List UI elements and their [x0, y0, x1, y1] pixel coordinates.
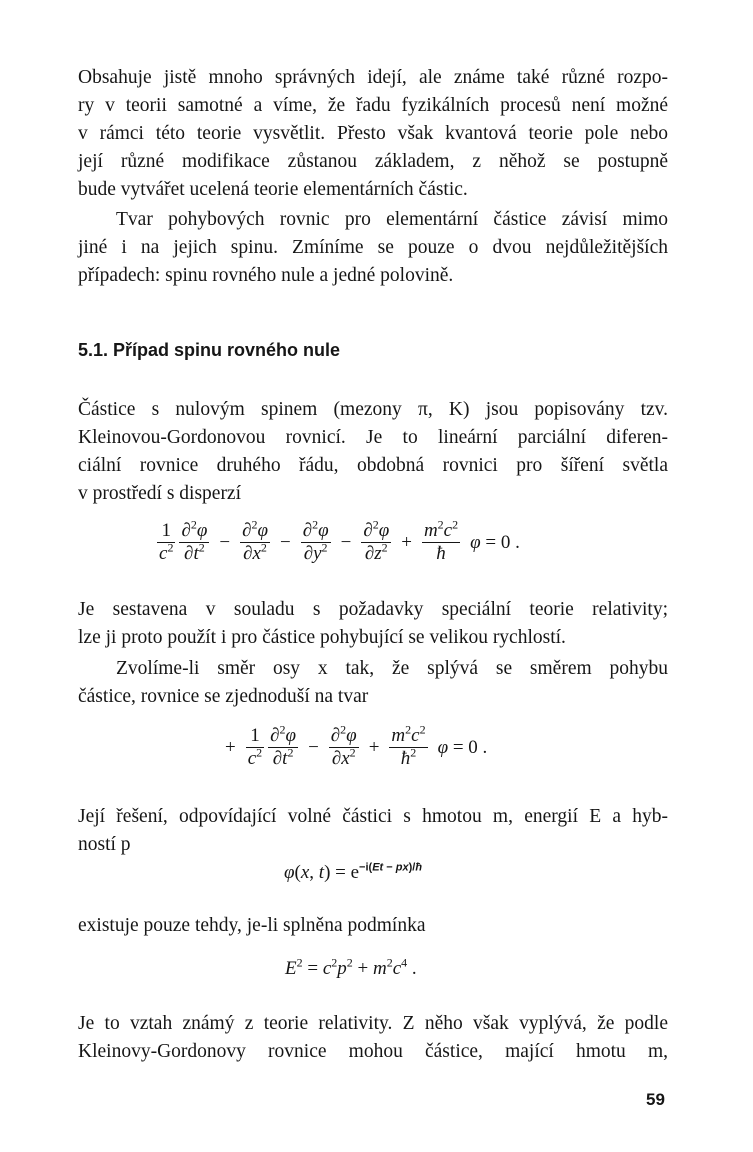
text-line: případech: spinu rovného nule a jedné polovině.	[78, 265, 454, 286]
fraction: $\frac{m^2c^2}{ħ}$	[423, 517, 459, 564]
equation-plane-wave: φ(x, $t) = e^{-i(Et - px)/ħ}$	[284, 861, 423, 883]
equation-klein-gordon-3d: $\frac{1}{c^2}$ $\frac{\partial^2\varphi}{\partial t^2}$ − $\frac{\partial^2\varphi}{\partial x^2}$ − $\frac{\partial^2\varphi}{\partial y^2}$ − $\frac{\partial^2\varphi}{\partial z^2}$ + $\frac{m^2c^2}{ħ}$ φ = 0 .	[159, 517, 520, 564]
text-line: Kleinovou-Gordonovou rovnicí. Je to lineární parciální diferen-	[78, 427, 668, 448]
equation-energy-momentum: $E^2 = c^2p^2 + m^2c^4$ .	[285, 955, 417, 979]
fraction: $\frac{1}{c^2}$	[159, 520, 174, 564]
text-line: Kleinovy-Gordonovy rovnice mohou částice, mající hmotu m,	[78, 1041, 668, 1062]
fraction: $\frac{\partial^2\varphi}{\partial t^2}$	[181, 517, 208, 564]
paragraph-8	[78, 1010, 668, 1066]
fraction: $\frac{1}{c^2}$	[247, 725, 263, 769]
paragraph-2	[78, 206, 668, 290]
fraction: $\frac{\partial^2\varphi}{\partial x^2}$	[330, 722, 357, 769]
paragraph-4	[78, 596, 668, 652]
text-line: v prostředí s disperzí	[78, 483, 242, 504]
page-number: 59	[646, 1090, 665, 1109]
text-line: Částice s nulovým spinem (mezony π, K) jsou popisovány tzv.	[78, 399, 668, 420]
text-line: v rámci této teorie vysvětlit. Přesto však kvantová teorie pole nebo	[78, 123, 668, 144]
text-line: částice, rovnice se zjednoduší na tvar	[78, 686, 369, 707]
text-line: lze ji proto použít i pro částice pohybující se velikou rychlostí.	[78, 627, 566, 648]
equation-klein-gordon-1d: + $\frac{1}{c^2}$ $\frac{\partial^2\varphi}{\partial t^2}$ − $\frac{\partial^2\varphi}{\partial x^2}$ + $\frac{m^2c^2}{ħ^2}$ φ = 0 .	[225, 722, 488, 769]
text-line: Tvar pohybových rovnic pro elementární částice závisí mimo	[116, 209, 668, 230]
paragraph-6	[78, 803, 668, 859]
text-line: ností p	[78, 834, 131, 855]
section-heading: 5.1. Případ spinu rovného nule	[78, 340, 341, 360]
text-line: její různé modifikace zůstanou základem, z něhož se postupně	[78, 151, 668, 172]
text-line: jiné i na jejich spinu. Zmíníme se pouze o dvou nejdůležitějších	[78, 237, 668, 258]
fraction: $\frac{\partial^2\varphi}{\partial y^2}$	[302, 517, 329, 564]
text-line: Je to vztah známý z teorie relativity. Z něho však vyplývá, že podle	[78, 1013, 668, 1034]
paragraph-3	[78, 396, 668, 508]
text-line: ry v teorii samotné a víme, že řadu fyzikálních procesů není možné	[78, 95, 668, 116]
fraction: $\frac{\partial^2\varphi}{\partial t^2}$	[270, 722, 297, 769]
text-line: Obsahuje jistě mnoho správných idejí, ale známe také různé rozpo-	[78, 67, 668, 88]
text-line: Její řešení, odpovídající volné částici s hmotou m, energií E a hyb-	[78, 806, 668, 827]
text-line: Zvolíme-li směr osy x tak, že splývá se směrem pohybu	[116, 658, 668, 679]
paragraph-5	[78, 655, 668, 711]
text-line: bude vytvářet ucelená teorie elementárních částic.	[78, 179, 468, 200]
paragraph-7	[78, 912, 668, 940]
text-line: Je sestavena v souladu s požadavky speciální teorie relativity;	[78, 599, 668, 620]
text-line: ciální rovnice druhého řádu, obdobná rovnici pro šíření světla	[78, 455, 668, 476]
fraction: $\frac{\partial^2\varphi}{\partial z^2}$	[363, 517, 390, 564]
fraction: $\frac{\partial^2\varphi}{\partial x^2}$	[242, 517, 268, 564]
fraction: $\frac{m^2c^2}{ħ^2}$	[391, 722, 426, 769]
paragraph-1	[78, 64, 668, 204]
text-line: existuje pouze tehdy, je-li splněna podmínka	[78, 915, 426, 936]
